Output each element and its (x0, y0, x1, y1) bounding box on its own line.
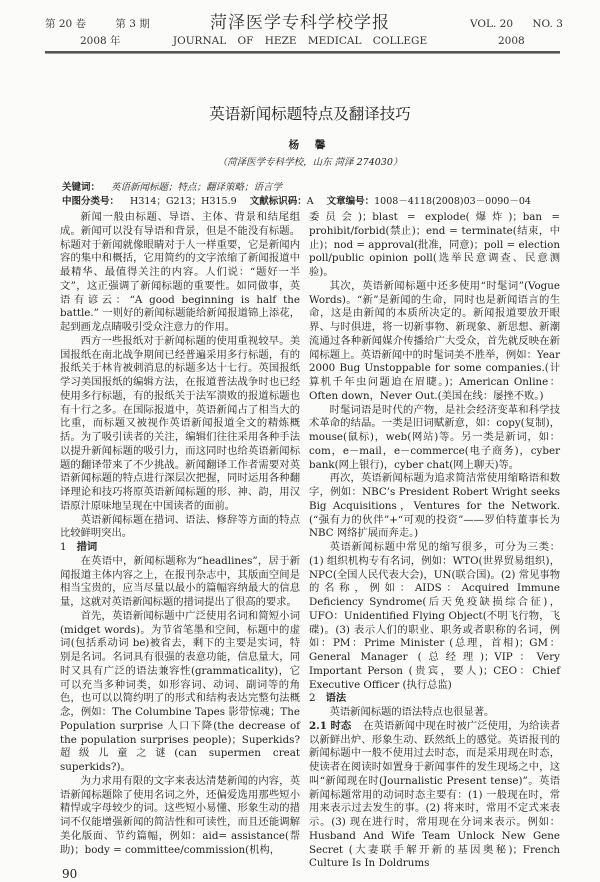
paragraph: 在英语中，新闻标题称为“headlines”，居于新闻报道主体内容之上，在报刊杂志中，其版面空间是相当宝贵的，应当尽量以最小的篇幅容纳最大的信息量，这就对英语新闻标题的措词提出了很高的要求。 (60, 554, 300, 608)
volume: 第 20 卷 (45, 18, 87, 30)
paragraph: 英语新闻标题中常见的缩写很多，可分为三类：(1) 组织机构专有名词，例如：WTO(世界贸易组织)，NPC(全国人民代表大会)，UN(联合国)。(2) 常见事物的名称，例如：AIDS：Acquired Immune Deficiency Syndrome(后天免疫缺损综合征)，UFO：Unidentified Flying Object(不明飞行物，飞碟)。(3) 表示人们的职业、职务或者职称的名词，例如：PM：Prime Minister (总理，首相)；GM：General Manager (总经理)；VIP：Very Important Person (贵宾，要人)；CEO：Chief Executive Officer (执行总监) (309, 541, 560, 691)
keywords-line (62, 182, 282, 194)
paragraph: 新闻一般由标题、导语、主体、背景和结尾组成。新闻可以没有导语和背景，但是不能没有标题。标题对于新闻就像眼睛对于人一样重要，它是新闻内容的集中和概括，它用简约的文字浓缩了新闻报道中最精华、最值得关注的内容。人们说：“题好一半文”，这正强调了新闻标题的重要性。如同做事，英语有谚云：“A good beginning is half the battle.” 一则好的新闻标题能给新闻报道锦上添花，起到画龙点睛吸引受众注意力的作用。 (60, 211, 300, 333)
doc-code-label: 文献标识码： (249, 196, 307, 207)
doc-code: A (306, 196, 314, 207)
affiliation: （菏泽医学专科学校，山东 菏泽 274030） (217, 157, 403, 168)
paragraph: 首先，英语新闻标题中广泛使用名词和简短小词(midget words)。为节省笔墨和空间，标题中的虚词(包括系动词 be)被省去，剩下的主要是实词，特别是名词。名词具有很强的表意功能，信息量大，同时又具有广泛的语法兼容性(grammaticality)，它可以充当多种词类，如形容词、动词、副词等的角色，也可以以简约明了的形式和结构表达完整句法概念，例如：The Columbine Tapes 影带惊魂；The Population surprise 人口下降(the decrease of the population surprises people)；Superkids? 超级儿童之谜(can supermen creat superkids?)。 (60, 609, 300, 773)
left-column (60, 211, 300, 882)
article-no: 1008－4118(2008)03－0090－04 (374, 196, 531, 207)
section-title: 措词 (76, 541, 98, 553)
no-en: NO. 3 (532, 18, 563, 30)
journal-title-en: JOURNAL OF HEZE MEDICAL COLLEGE (172, 35, 428, 47)
author: 杨 馨 (288, 139, 332, 151)
clc: H314；G213；H315.9 (130, 196, 237, 207)
vol-no-en (470, 18, 563, 31)
year-cn: 2008 年 (80, 35, 121, 47)
paragraph: 委员会)；blast = explode(爆炸)；ban = prohibit/forbid(禁止)；end = terminate(结束，中止)；nod = approval(批准，同意)；poll = election poll/public opinion poll(选举民意调查、民意测验)。 (309, 211, 560, 278)
issue: 第 3 期 (115, 18, 150, 30)
article-no-label: 文章编号： (326, 196, 375, 207)
vol-en: VOL. 20 (470, 18, 514, 30)
keywords: 英语新闻标题；特点；翻译策略；语言学 (111, 182, 283, 193)
paragraph: 西方一些报纸对于新闻标题的使用重视较早。美国报纸在南北战争期间已经普遍采用多行标题，有的报纸关于林肯被刺消息的标题多达十七行。英国报纸学习美国报纸的编辑方法，在报道普法战争时也已经使用多行标题，有的报纸关于法军溃败的报道标题也有十行之多。在国际报道中，英语新闻占了相当大的比重，而标题又被视作英语新闻报道全文的精炼概括。为了吸引读者的关注，编辑们往往采用各种手法以提升新闻标题的吸引力，而这同时也给英语新闻标题的翻译带来了不少挑战。新闻翻译工作者需要对英语新闻标题的特点进行深层次把握，同时运用各种翻译理论和技巧将原英语新闻标题的形、神、韵，用汉语原汁原味地呈现在中国读者的面前。 (60, 334, 300, 512)
section-heading (60, 541, 300, 555)
classification-line (62, 196, 531, 208)
article-body (60, 211, 560, 882)
section-title: 语法 (325, 692, 347, 705)
section-number: 1 (60, 541, 67, 553)
clc-label: 中图分类号： (62, 196, 120, 207)
article-title: 英语新闻标题特点及翻译技巧 (209, 105, 411, 123)
paragraph: 英语新闻标题的语法特点也很显著。 (329, 706, 495, 718)
paragraph: 再次，英语新闻标题为追求简洁常使用缩略语和数字，例如：NBC’s President Robert Wright seeks Big Acquisitions，Ventures for the Network.(“强有力的伙伴”+“可观的投资”——罗伯特董事长为 NBC 网络扩展而奔走。) (309, 472, 560, 540)
header-rule (45, 51, 560, 54)
paragraph: 为力求用有限的文字来表达清楚新闻的内容，英语新闻标题除了使用名词之外，还偏爱选用那些短小精悍或字母较少的词。这些短小易懂、形象生动的措词不仅能增强新闻的简洁性和可读性，而且还能调解美化版面、节约篇幅，例如：aid= assistance(帮助)；body = committee/commission(机构， (60, 774, 300, 856)
subsection-paragraph (309, 720, 560, 871)
paragraph: 其次，英语新闻标题中还多使用“时髦词”(Vogue Words)。“新”是新闻的生命，同时也是新闻语言的生命，这是由新闻的本质所决定的。新闻报道要放开眼界、与时俱进，将一切新事物、新现象、新思想、新潮流通过各种新闻媒介传播给广大受众，首先就反映在新闻标题上。英语新闻中的时髦词美不胜举，例如：Year 2000 Bug Unstoppable for some companies.(计算机千年虫问题迫在眉睫。)；American Online：Often down，Never Out.(美国在线：屡挫不败。) (309, 279, 560, 402)
paragraph-text: 在英语新闻中现在时被广泛使用，为给读者以新鲜出炉、形象生动、跃然纸上的感觉。英语报刊的新闻标题中一般不使用过去时态，而是采用现在时态，使读者在阅读时如置身于新闻事件的发生现场之中，这叫“新闻现在时(Journalistic Present tense)”。英语新闻标题常用的动词时态主要有：(1) 一般现在时，常用来表示过去发生的事。(2) 将来时，常用不定式来表示。(3) 现在进行时，常用现在分词来表示。例如：Husband And Wife Team Unlock New Gene Secret (大妻联手解开新的基因奥秘)；French Culture Is In Doldrums (309, 719, 561, 870)
body-columns (60, 211, 560, 882)
section-number: 2 (309, 692, 316, 705)
section-heading (309, 692, 560, 706)
page-number: 90 (62, 867, 78, 882)
paragraph: 时髦词语是时代的产物，是社会经济变革和科学技术革命的结晶。一类是旧词赋新意，如：copy(复制)，mouse(鼠标)，web(网站)等。另一类是新词，如：com，e－mail，e－commerce(电子商务)，cyber bank(网上银行)，cyber chat(网上聊天)等。 (309, 403, 560, 471)
year-en: 2008 (498, 35, 525, 47)
right-column (309, 211, 560, 871)
journal-title-cn: 菏泽医学专科学校学报 (210, 13, 390, 33)
subsection-label: 2.1 时态 (309, 719, 352, 732)
keywords-label: 关键词： (62, 182, 101, 193)
paragraph: 英语新闻标题在措词、语法、修辞等方面的特点比较鲜明突出。 (60, 513, 300, 540)
